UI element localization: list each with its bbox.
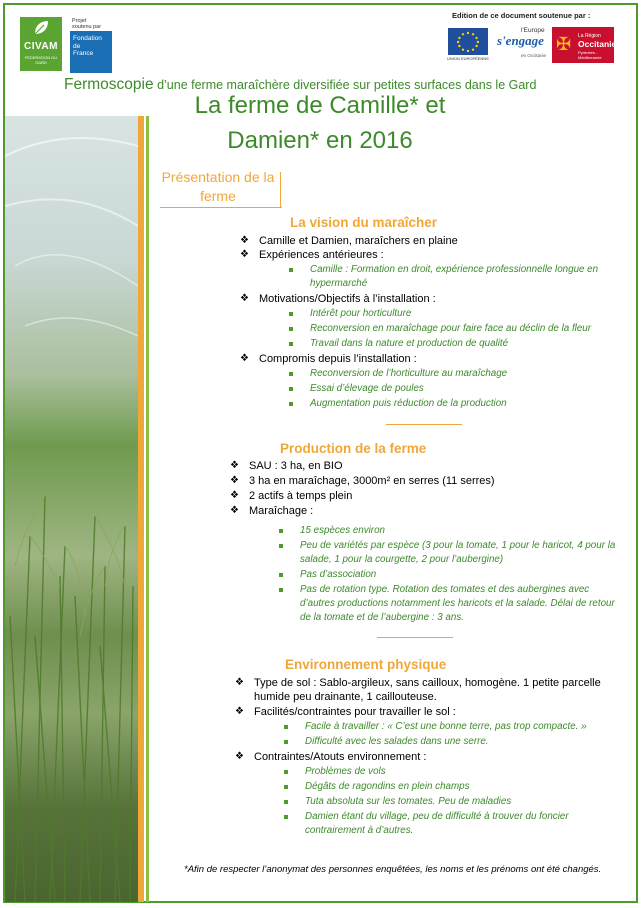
- list-item: ❖ Facilités/contraintes pour travailler le sol :: [235, 706, 456, 718]
- sub-list-item: Travail dans la nature et production de qualité: [240, 337, 620, 351]
- occitanie-logo: ✠ La Région Occitanie Pyrénées - Méditerranée: [552, 27, 614, 63]
- occitan-cross-icon: ✠: [556, 34, 572, 54]
- list-item: ❖ 2 actifs à temps plein: [230, 490, 353, 502]
- diamond-bullet-icon: ❖: [240, 235, 249, 246]
- page-title: La ferme de Camille* et Damien* en 2016: [194, 92, 446, 154]
- square-bullet-icon: [289, 342, 293, 346]
- sub-list-item: Peu de variétés par espèce (3 pour la tomate, 1 pour le haricot, 4 pour la salade, 1 pour la courgette, 2 pour l’aubergine): [230, 539, 620, 567]
- section-presentation-heading: Présentation de la ferme: [161, 169, 275, 204]
- sub-list-item: Dégâts de ragondins en plein champs: [235, 780, 620, 794]
- production-list: [230, 459, 620, 625]
- sub-list-item: Damien étant du village, peu de difficulté à trouver du foncier contrairement à d’autres.: [235, 810, 620, 838]
- section-separator: [386, 424, 462, 425]
- square-bullet-icon: [289, 387, 293, 391]
- sub-list-item: Reconversion en maraîchage pour faire face au déclin de la fleur: [240, 322, 620, 336]
- list-item: ❖ Maraîchage :: [230, 505, 314, 517]
- sub-list-item: Tuta absoluta sur les tomates. Peu de maladies: [235, 795, 620, 809]
- square-bullet-icon: [279, 544, 283, 548]
- sub-list-item: Camille : Formation en droit, expérience professionnelle longue en hypermarché: [240, 263, 620, 291]
- list-item: ❖ Camille et Damien, maraîchers en plaine: [240, 235, 458, 247]
- square-bullet-icon: [284, 785, 288, 789]
- civam-subtitle: FEDERATION DU GARD: [24, 55, 58, 65]
- square-bullet-icon: [284, 800, 288, 804]
- square-bullet-icon: [284, 740, 288, 744]
- diamond-bullet-icon: ❖: [240, 249, 249, 260]
- sub-list-item: Reconversion de l’horticulture au maraîchage: [240, 367, 620, 381]
- greenhouse-photo: [5, 116, 138, 902]
- square-bullet-icon: [289, 312, 293, 316]
- support-text: Projet soutenu par: [72, 18, 102, 30]
- square-bullet-icon: [279, 529, 283, 533]
- production-heading: Production de la ferme: [280, 441, 427, 456]
- presentation-underline: [160, 207, 282, 208]
- sub-list-item: 15 espèces environ: [230, 524, 620, 538]
- diamond-bullet-icon: ❖: [235, 751, 244, 762]
- list-item: ❖ Type de sol : Sablo-argileux, sans cailloux, homogène. 1 petite parcelle humide peu drainante, 1 caillouteuse.: [235, 677, 601, 703]
- diamond-bullet-icon: ❖: [230, 460, 239, 471]
- greenhouse-photo-art: [5, 116, 138, 902]
- green-accent-bar: [146, 116, 149, 902]
- list-item: ❖ 3 ha en maraîchage, 3000m² en serres (11 serres): [230, 475, 495, 487]
- sub-list-item: Pas d’association: [230, 568, 620, 582]
- list-item: ❖ Compromis depuis l’installation :: [240, 353, 417, 365]
- sub-list-item: Difficulté avec les salades dans une serre.: [235, 735, 620, 749]
- square-bullet-icon: [289, 372, 293, 376]
- sub-list-item: Intérêt pour horticulture: [240, 307, 620, 321]
- civam-name: CIVAM: [24, 41, 58, 52]
- square-bullet-icon: [279, 573, 283, 577]
- leaf-icon: [32, 19, 50, 37]
- diamond-bullet-icon: ❖: [240, 293, 249, 304]
- eu-flag-icon: [448, 28, 488, 55]
- square-bullet-icon: [284, 815, 288, 819]
- section-separator: [377, 637, 453, 638]
- anonymity-footnote: *Afin de respecter l’anonymat des personnes enquêtées, les noms et les prénoms ont été changés.: [184, 864, 602, 875]
- diamond-bullet-icon: ❖: [230, 490, 239, 501]
- orange-accent-bar: [138, 116, 144, 902]
- vision-list: [240, 234, 620, 411]
- europe-engage-logo: l'Europe s'engage en Occitanie: [497, 27, 547, 58]
- eu-caption: UNION EUROPÉENNE: [446, 56, 489, 61]
- civam-logo: [20, 17, 62, 71]
- sub-list-item: Pas de rotation type. Rotation des tomates et des aubergines avec d’autres productions notamment les haricots et la salade. Délai de retour de la tomate et de l’aubergine : 3 ans.: [230, 583, 620, 625]
- sub-list-item: Problèmes de vols: [235, 765, 620, 779]
- square-bullet-icon: [289, 402, 293, 406]
- diamond-bullet-icon: ❖: [230, 505, 239, 516]
- diamond-bullet-icon: ❖: [235, 677, 244, 688]
- document-subtitle: Fermoscopie d’une ferme maraîchère diversifiée sur petites surfaces dans le Gard: [64, 76, 537, 93]
- list-item: ❖ Expériences antérieures :: [240, 249, 384, 261]
- eu-logo: [445, 26, 491, 63]
- edition-support-text: Edition de ce document soutenue par :: [452, 11, 591, 20]
- vision-heading: La vision du maraîcher: [290, 215, 438, 230]
- environment-list: [235, 676, 620, 838]
- sub-list-item: Augmentation puis réduction de la production: [240, 397, 620, 411]
- sub-list-item: Essai d’élevage de poules: [240, 382, 620, 396]
- diamond-bullet-icon: ❖: [240, 353, 249, 364]
- diamond-bullet-icon: ❖: [235, 706, 244, 717]
- square-bullet-icon: [289, 327, 293, 331]
- diamond-bullet-icon: ❖: [230, 475, 239, 486]
- fondation-de-france-logo: Fondation de France: [70, 31, 112, 73]
- square-bullet-icon: [279, 588, 283, 592]
- square-bullet-icon: [284, 725, 288, 729]
- sub-list-item: Facile à travailler : « C’est une bonne terre, pas trop compacte. »: [235, 720, 620, 734]
- environment-heading: Environnement physique: [285, 657, 447, 672]
- square-bullet-icon: [284, 770, 288, 774]
- square-bullet-icon: [289, 268, 293, 272]
- list-item: ❖ SAU : 3 ha, en BIO: [230, 460, 343, 472]
- list-item: ❖ Motivations/Objectifs à l’installation :: [240, 293, 436, 305]
- presentation-sideline: [280, 172, 281, 208]
- list-item: ❖ Contraintes/Atouts environnement :: [235, 751, 427, 763]
